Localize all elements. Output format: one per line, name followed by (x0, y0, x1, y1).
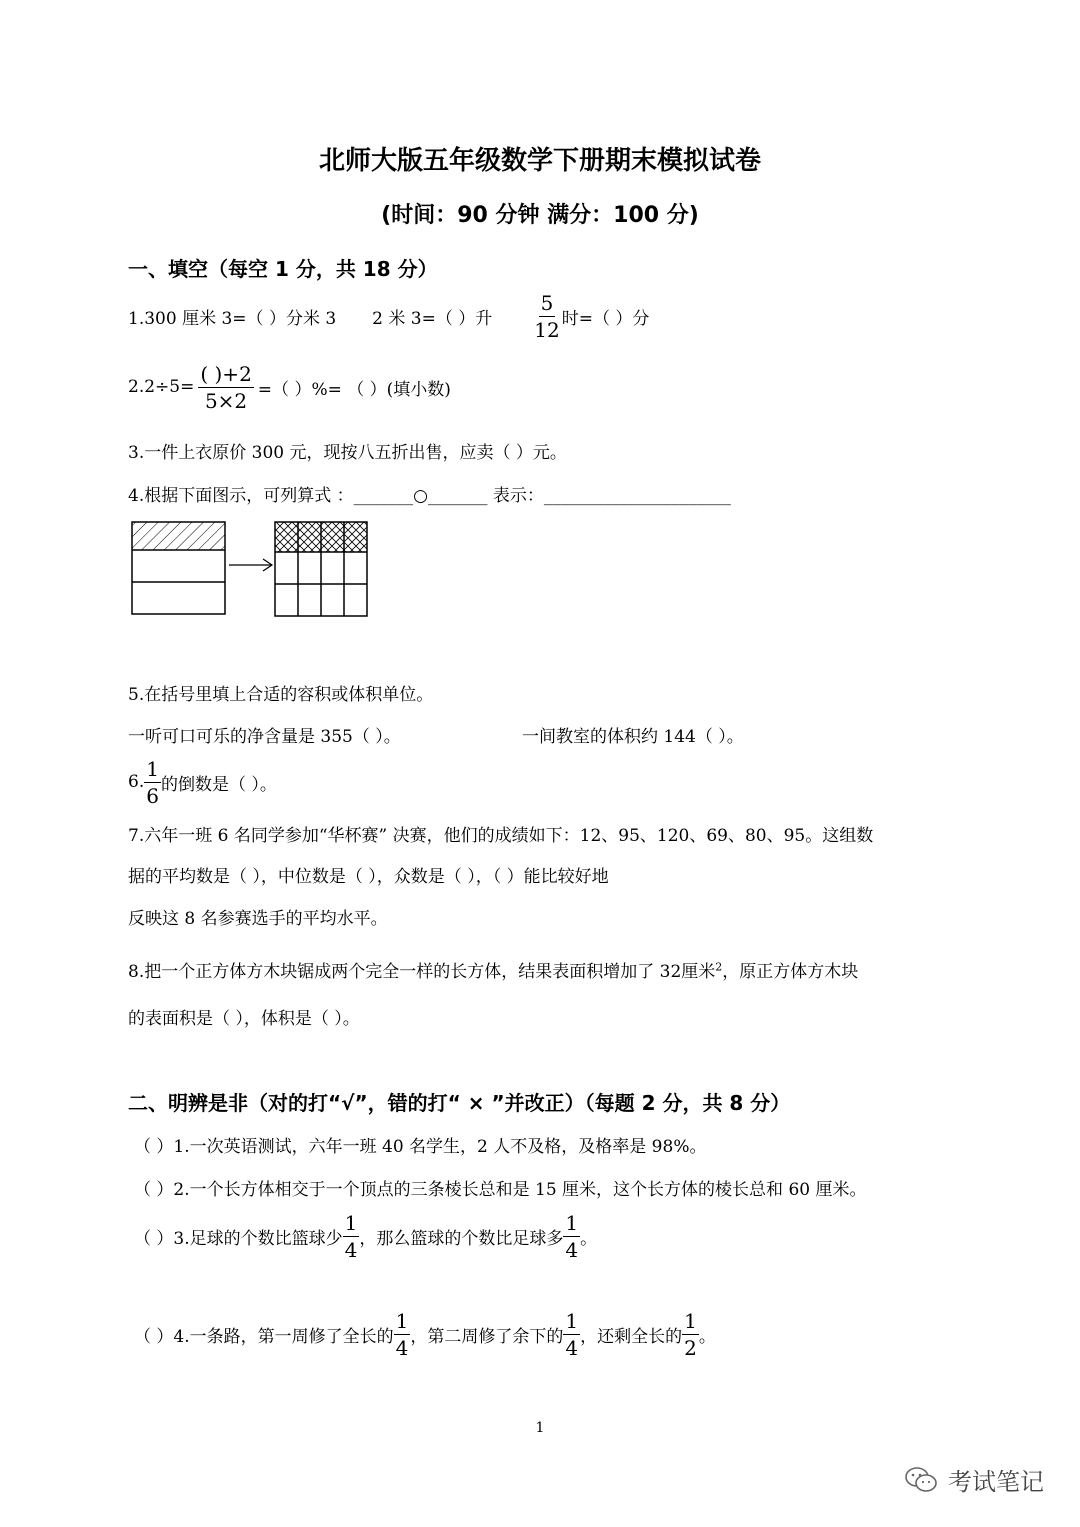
question-5-heading: 5.在括号里填上合适的容积或体积单位。 (128, 685, 434, 705)
question-5-part-a: 一听可口可乐的净含量是 355（ ）。 (128, 727, 401, 747)
question-5-part-b: 一间教室的体积约 144（ ）。 (522, 727, 744, 747)
page-subtitle: (时间：90 分钟 满分：100 分) (381, 203, 699, 228)
watermark (904, 1462, 1044, 1497)
arrow (229, 559, 272, 571)
question-3: 3.一件上衣原价 300 元，现按八五折出售，应卖（ ）元。 (128, 443, 567, 463)
true-false-3: （ ）3.足球的个数比篮球少 $\frac{1}{4}$ ，那么篮球的个数比足球多 $\frac{1}{4}$ 。 (134, 1210, 598, 1262)
q6-prefix: 6. (128, 772, 145, 792)
page-title: 北师大版五年级数学下册期末模拟试卷 (318, 146, 761, 176)
question-7-line-1: 7.六年一班 6 名同学参加“华杯赛” 决赛，他们的成绩如下：12、95、120、69、80、95。这组数 (128, 826, 874, 846)
q1-fraction: $\frac{5}{12}$ (534, 290, 560, 342)
q2-part-a: 2.2÷5= (128, 377, 195, 397)
tf4-fraction-2: $\frac{1}{4}$ (565, 1308, 579, 1360)
true-false-2: （ ）2.一个长方体相交于一个顶点的三条棱长总和是 15 厘米，这个长方体的棱长总和 60 厘米。 (134, 1180, 867, 1200)
question-8-line-2: 的表面积是（ ），体积是（ ）。 (128, 1009, 360, 1029)
q2-fraction: $\frac{( )+2}{5\times 2}$ (200, 361, 252, 413)
q1-part-b: 2 米 3=（ ）升 (372, 308, 493, 329)
section-2-heading: 二、明辨是非（对的打“√”，错的打“ × ”并改正）（每题 2 分，共 8 分） (128, 1091, 791, 1115)
wechat-icon (904, 1465, 938, 1495)
tf3-fraction-1: $\frac{1}{4}$ (344, 1210, 358, 1262)
question-1 (128, 290, 649, 342)
question-7-line-3: 反映这 8 名参赛选手的平均水平。 (128, 909, 388, 929)
q2-part-b: =（ ）%= （ ）(填小数) (257, 379, 451, 400)
question-6 (128, 754, 277, 810)
true-false-4: （ ）4.一条路，第一周修了全长的 $\frac{1}{4}$ ，第二周修了余下的 $\frac{1}{4}$ ，还剩全长的 $\frac{1}{2}$ 。 (134, 1308, 716, 1360)
tf4-fraction-3: $\frac{1}{2}$ (684, 1308, 697, 1360)
true-false-1: （ ）1.一次英语测试，六年一班 40 名学生，2 人不及格，及格率是 98%。 (134, 1137, 707, 1157)
q6-suffix: 的倒数是（ ）。 (160, 774, 277, 795)
right-grid (275, 522, 367, 616)
page-number: 1 (535, 1420, 545, 1436)
question-7-line-2: 据的平均数是（ ），中位数是（ ），众数是（ ），（ ）能比较好地 (128, 867, 609, 887)
question-8-line-1: 8.把一个正方体方木块锯成两个完全一样的长方体，结果表面积增加了 32厘米$^2$，原正方体方木块 (128, 960, 859, 982)
q6-fraction: $\frac{1}{6}$ (146, 756, 159, 808)
left-rectangle (132, 522, 225, 614)
q1-part-a: 1.300 厘米 3=（ ）分米 3 (128, 308, 337, 329)
question-4: 4.根据下面图示，可列算式 ：_______○_______ 表示：______________________ (128, 486, 731, 506)
fraction-grid-figure (128, 518, 373, 618)
question-2 (128, 358, 451, 416)
q1-part-c: 时=（ ）分 (561, 308, 650, 329)
section-1-heading: 一、填空（每空 1 分，共 18 分） (128, 257, 438, 281)
watermark-text: 考试笔记 (948, 1468, 1044, 1496)
tf4-fraction-1: $\frac{1}{4}$ (395, 1308, 409, 1360)
tf3-fraction-2: $\frac{1}{4}$ (565, 1210, 579, 1262)
